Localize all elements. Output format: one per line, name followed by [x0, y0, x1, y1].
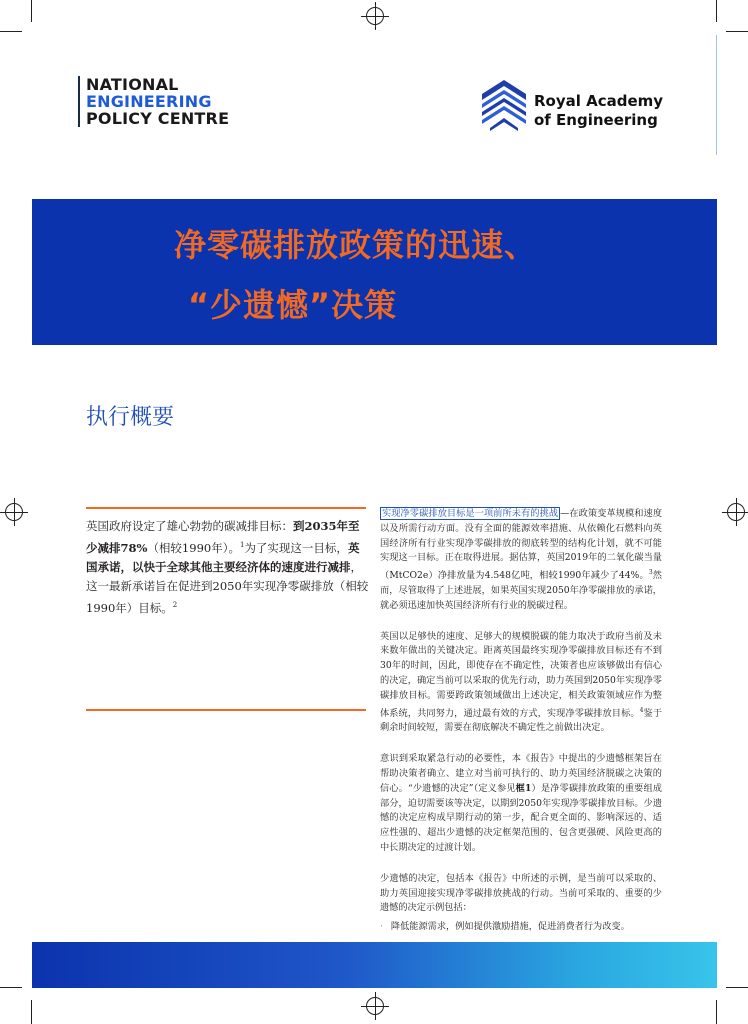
lead-paragraph [86, 517, 370, 618]
divider-bottom [86, 709, 366, 711]
body-text: ）是净零碳排放政策的重要组成部分，迫切需要该等决定，以期到2050年实现净零碳排放目标。少遗憾的决定应构成早期行动的第一步，配合更全面的、影响深远的、适应性强的、超出少遗憾的决定框架范围的、包含更强硬、风险更高的中长期决定的过渡计划。 [380, 782, 662, 854]
challenge-link[interactable]: 实现净零碳排放目标是一项前所未有的挑战 [382, 508, 559, 519]
guide-line [716, 35, 717, 155]
registration-mark [727, 503, 745, 521]
body-paragraph-1 [380, 507, 662, 614]
crop-mark [31, 0, 32, 22]
rae-logo-line2: of Engineering [534, 111, 658, 129]
box-reference-link[interactable]: 框1 [515, 782, 532, 794]
crop-mark [726, 31, 748, 32]
divider-top [86, 507, 366, 509]
footer-band [32, 942, 717, 988]
lead-text: ，这一最新承诺旨在促进到2050年实现净零碳排放（相较1990年）目标。 [86, 559, 369, 615]
crop-mark [0, 987, 22, 988]
nepc-logo-line1: NATIONAL [86, 75, 179, 94]
nepc-logo-line2: ENGINEERING [86, 92, 212, 111]
list-item-text: 降低能源需求，例如提供激励措施，促进消费者行为改变。 [390, 921, 630, 933]
crop-mark [726, 987, 748, 988]
footnote-ref[interactable]: 3 [648, 569, 653, 577]
body-text: 英国以足够快的速度、足够大的规模脱碳的能力取决于政府当前及未来数年做出的关键决定。距离英国最终实现净零碳排放目标还有不到30年的时间，因此，即使存在不确定性，决策者也应该够做出有信心的决定，确定当前可以采取的优先行动，助力英国到2050年实现净零碳排放目标。需要跨政策领域做出上述决定，相关政策领域应作为整体系统，共同努力，通过最有效的方式，实现净零碳排放目标。 [380, 630, 662, 719]
registration-mark [366, 997, 384, 1015]
rae-logo-line1: Royal Academy [534, 92, 664, 110]
body-column [380, 507, 662, 935]
footnote-ref[interactable]: 1 [239, 541, 245, 549]
crop-mark [0, 31, 22, 32]
registration-mark [5, 503, 23, 521]
crop-mark [716, 0, 717, 22]
document-title-line2: “少遗憾”决策 [188, 286, 398, 324]
document-title [174, 215, 537, 335]
body-text: 少遗憾的决定，包括本《报告》中所述的示例，是当前可以采取的、助力英国迎接实现净零碳排放挑战的行动。当前可采取的、重要的少遗憾的决定示例包括： [380, 872, 662, 914]
body-paragraph-2 [380, 630, 662, 737]
rae-emblem-icon [478, 78, 530, 132]
rae-logo [478, 78, 678, 132]
body-text: —在政策变革规模和速度以及所需行动方面。没有全面的能源效率措施、从依赖化石燃料向英国经济所有行业实现净零碳排放的彻底转型的结构化计划，就不可能实现这一目标。正在取得进展。据估算，英国2019年的二氧化碳当量（MtCO2e）净排放量为4.548亿吨，相较1990年减少了44%。 [380, 508, 663, 582]
registration-mark [366, 7, 384, 25]
section-title: 执行概要 [86, 405, 175, 430]
lead-bold-text: 英国承诺，以快于全球其他主要经济体的速度进行减排 [86, 540, 360, 574]
body-text: 然而，尽管取得了上述进展，如果英国实现2050年净零碳排放的承诺，就必须迅速加快英国经济所有行业的脱碳过程。 [380, 570, 662, 611]
crop-mark [716, 1000, 717, 1024]
bullet-icon: · [380, 921, 383, 933]
body-text: 意识到采取紧急行动的必要性，本《报告》中提出的少遗憾框架旨在帮助决策者确立、建立对当前可执行的、助力英国经济脱碳之决策的信心。“少遗憾的决定”（定义参见 [380, 753, 662, 794]
body-text: 鉴于剩余时间较短，需要在彻底解决不确定性之前做出决定。 [380, 707, 663, 734]
document-title-line1: 净零碳排放政策的迅速、 [174, 226, 538, 264]
title-banner [32, 199, 717, 345]
body-paragraph-3 [380, 752, 662, 856]
body-paragraph-4 [380, 872, 662, 916]
footnote-ref[interactable]: 4 [639, 706, 644, 714]
nepc-logo [78, 76, 229, 127]
list-item [380, 920, 662, 935]
lead-text: （相较1990年）。 [147, 540, 240, 555]
lead-text: 为了实现这一目标， [244, 540, 348, 555]
lead-bold-text: 到2035年至少减排78% [86, 519, 360, 555]
nepc-logo-line3: POLICY CENTRE [86, 109, 230, 128]
footnote-ref[interactable]: 2 [172, 600, 178, 609]
crop-mark [31, 1000, 32, 1024]
lead-text: 英国政府设定了雄心勃勃的碳减排目标： [86, 519, 293, 533]
